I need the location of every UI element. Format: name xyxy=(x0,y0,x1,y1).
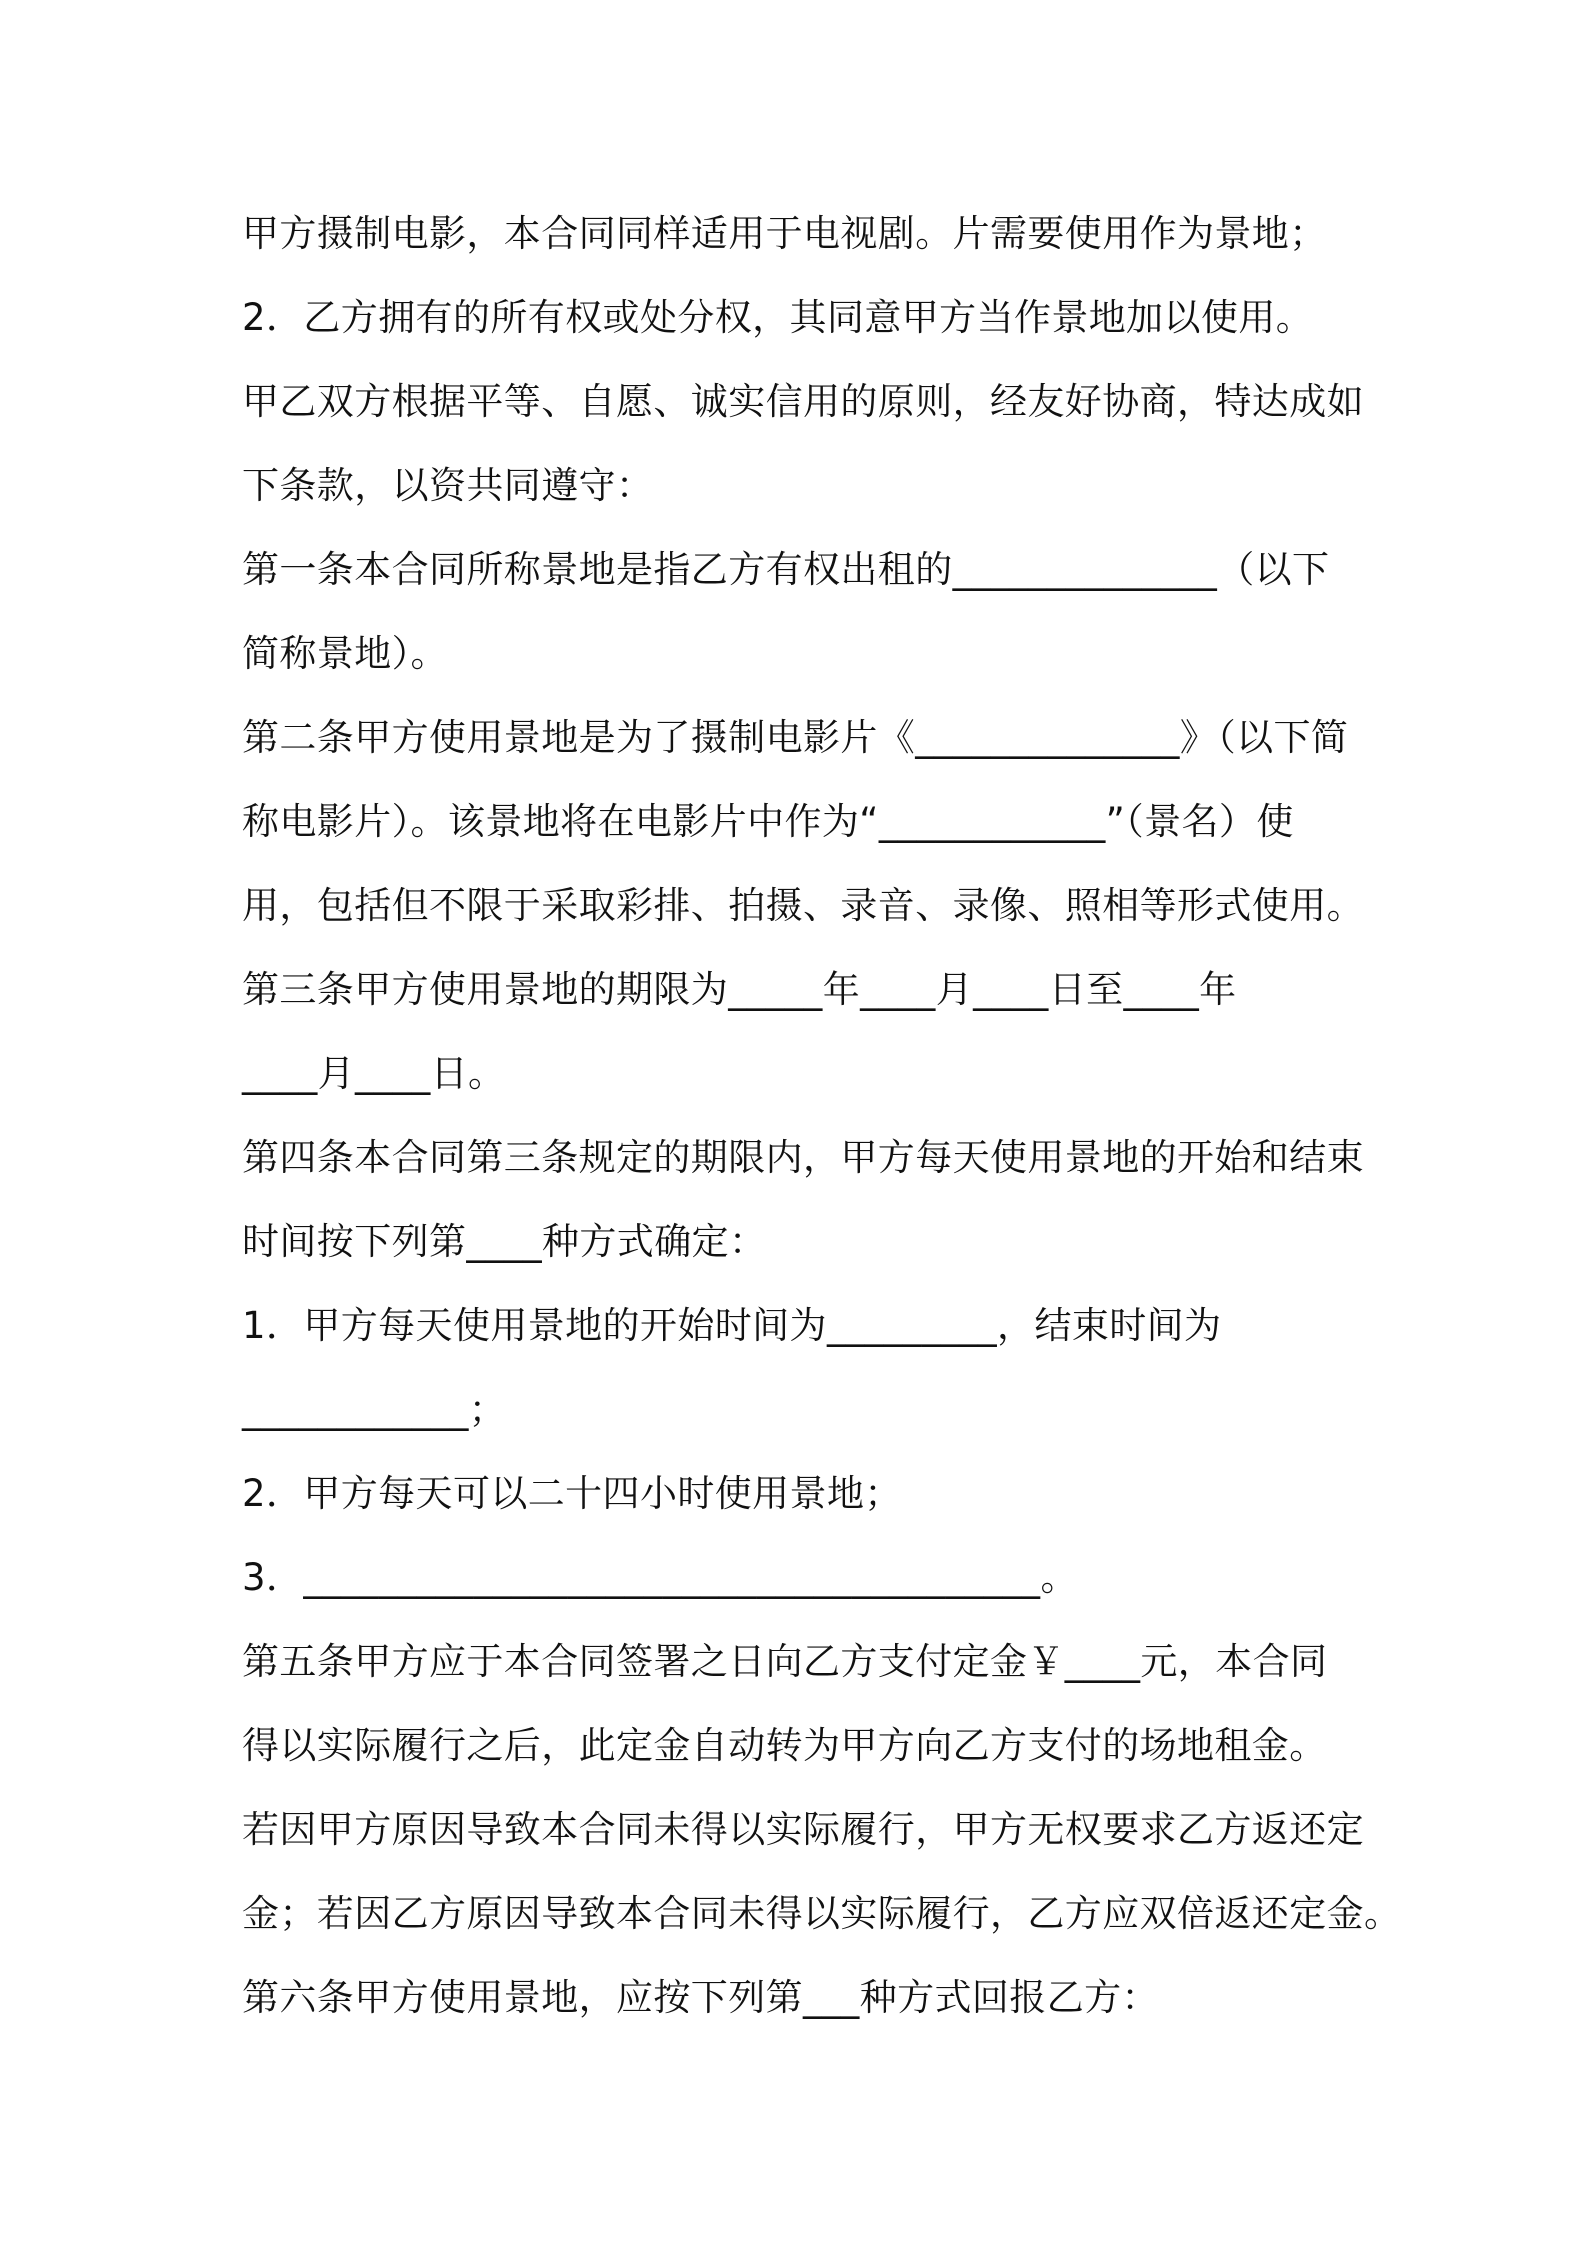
article-5-line-1: 第五条甲方应于本合同签署之日向乙方支付定金￥____元，本合同 xyxy=(242,1640,1328,1683)
article-5-line-4: 金；若因乙方原因导致本合同未得以实际履行，乙方应双倍返还定金。 xyxy=(242,1892,1402,1935)
text-line-1: 甲方摄制电影，本合同同样适用于电视剧。片需要使用作为景地； xyxy=(242,212,1327,255)
article-2-line-1: 第二条甲方使用景地是为了摄制电影片《______________》（以下简 xyxy=(242,716,1349,759)
text-line-2: 2．乙方拥有的所有权或处分权，其同意甲方当作景地加以使用。 xyxy=(242,296,1314,339)
article-4-option-1-line-1: 1．甲方每天使用景地的开始时间为_________，结束时间为 xyxy=(242,1304,1222,1347)
contract-body xyxy=(242,192,1402,2040)
article-1-line-1: 第一条本合同所称景地是指乙方有权出租的______________（以下 xyxy=(242,548,1330,591)
article-5-line-2: 得以实际履行之后，此定金自动转为甲方向乙方支付的场地租金。 xyxy=(242,1724,1327,1767)
article-2-line-2: 称电影片）。该景地将在电影片中作为“____________”（景名）使 xyxy=(242,800,1294,843)
article-4-option-1-line-2: ____________； xyxy=(242,1388,507,1431)
text-line-4: 下条款，以资共同遵守： xyxy=(242,464,654,507)
article-4-line-1: 第四条本合同第三条规定的期限内，甲方每天使用景地的开始和结束 xyxy=(242,1136,1364,1179)
article-3-line-2: ____月____日。 xyxy=(242,1052,506,1095)
text-line-3: 甲乙双方根据平等、自愿、诚实信用的原则，经友好协商，特达成如 xyxy=(242,380,1364,423)
article-5-line-3: 若因甲方原因导致本合同未得以实际履行，甲方无权要求乙方返还定 xyxy=(242,1808,1364,1851)
article-4-option-2: 2．甲方每天可以二十四小时使用景地； xyxy=(242,1472,902,1515)
article-4-line-2: 时间按下列第____种方式确定： xyxy=(242,1220,767,1263)
article-3-line-1: 第三条甲方使用景地的期限为_____年____月____日至____年 xyxy=(242,968,1237,1011)
article-2-line-3: 用，包括但不限于采取彩排、拍摄、录音、录像、照相等形式使用。 xyxy=(242,884,1364,927)
article-1-line-2: 简称景地）。 xyxy=(242,632,448,675)
article-4-option-3: 3．_______________________________________。 xyxy=(242,1556,1078,1599)
article-6-line-1: 第六条甲方使用景地，应按下列第___种方式回报乙方： xyxy=(242,1976,1159,2019)
